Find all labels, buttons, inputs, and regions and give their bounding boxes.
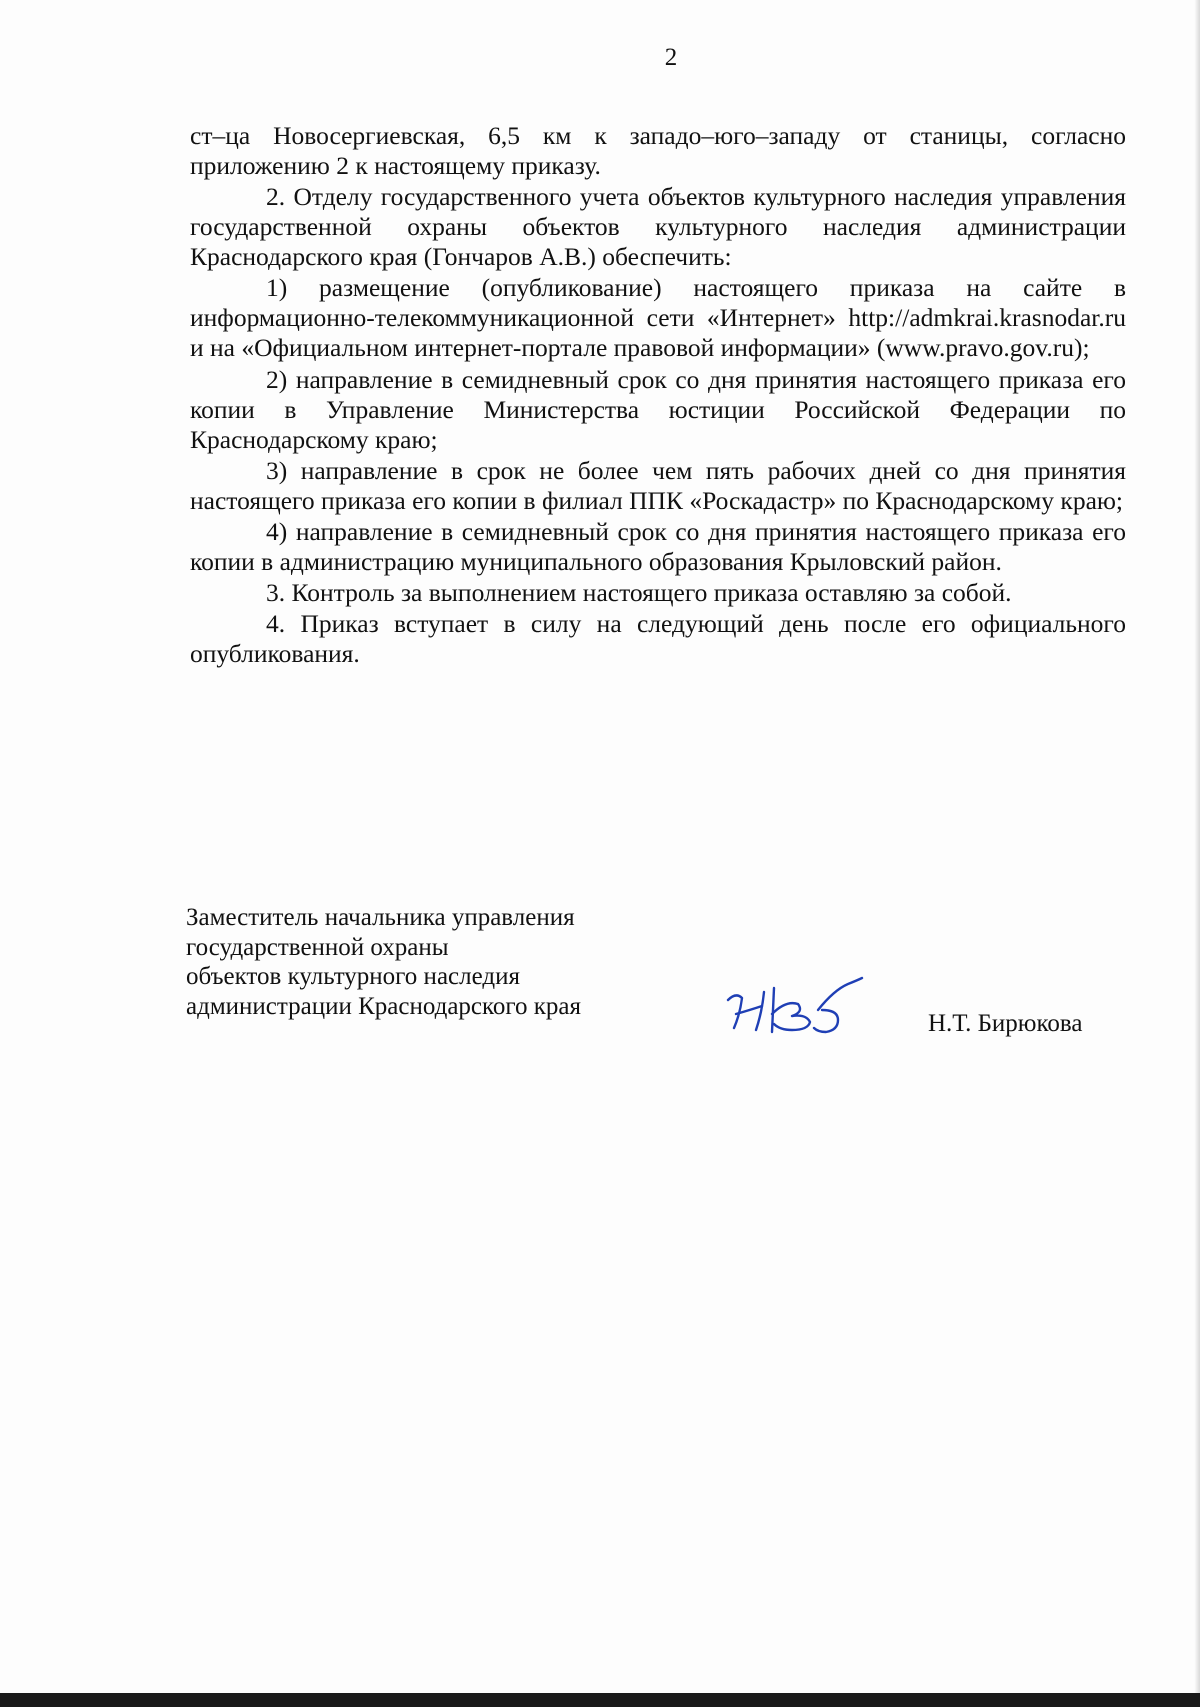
handwritten-signature bbox=[722, 970, 867, 1040]
signatory-position-line: объектов культурного наследия bbox=[186, 963, 520, 990]
paragraph-item-2: 2. Отделу государственного учета объектов культурного наследия управления государственной охраны объектов культурного наследия администрации Краснодарского края (Гончаров А.В.) обеспечить: bbox=[190, 182, 1126, 272]
paragraph-subitem-4: 4) направление в семидневный срок со дня принятия настоящего приказа его копии в администрацию муниципального образования Крыловский район. bbox=[190, 516, 1126, 576]
paragraph-subitem-1: 1) размещение (опубликование) настоящего приказа на сайте в информационно-телекоммуникационной сети «Интернет» http://admkrai.krasnodar.ru и на «Официальном интернет-портале правовой информации» (www.pravo.gov.ru); bbox=[190, 273, 1126, 363]
signatory-position-line: администрации Краснодарского края bbox=[186, 992, 582, 1020]
paragraph-subitem-2: 2) направление в семидневный срок со дня принятия настоящего приказа его копии в Управление Министерства юстиции Российской Федерации по Краснодарскому краю; bbox=[190, 364, 1126, 454]
document-body bbox=[190, 121, 1126, 671]
signatory-position-line: Заместитель начальника управления bbox=[186, 904, 575, 931]
paragraph-location-continuation: ст–ца Новосергиевская, 6,5 км к западо–юго–западу от станицы, согласно приложению 2 к настоящему приказу. bbox=[190, 121, 1126, 180]
signatory-position bbox=[186, 903, 706, 1021]
paragraph-subitem-3: 3) направление в срок не более чем пять рабочих дней со дня принятия настоящего приказа его копии в филиал ППК «Роскадастр» по Краснодарскому краю; bbox=[190, 455, 1126, 515]
scan-edge bbox=[1194, 0, 1200, 1707]
scan-edge bbox=[0, 1693, 1200, 1707]
paragraph-item-3: 3. Контроль за выполнением настоящего приказа оставляю за собой. bbox=[266, 578, 1012, 608]
signatory-name: Н.Т. Бирюкова bbox=[928, 1010, 1083, 1037]
page-number: 2 bbox=[664, 44, 678, 71]
signatory-position-line: государственной охраны bbox=[186, 933, 449, 961]
paragraph-item-4: 4. Приказ вступает в силу на следующий день после его официального опубликования. bbox=[190, 609, 1126, 669]
